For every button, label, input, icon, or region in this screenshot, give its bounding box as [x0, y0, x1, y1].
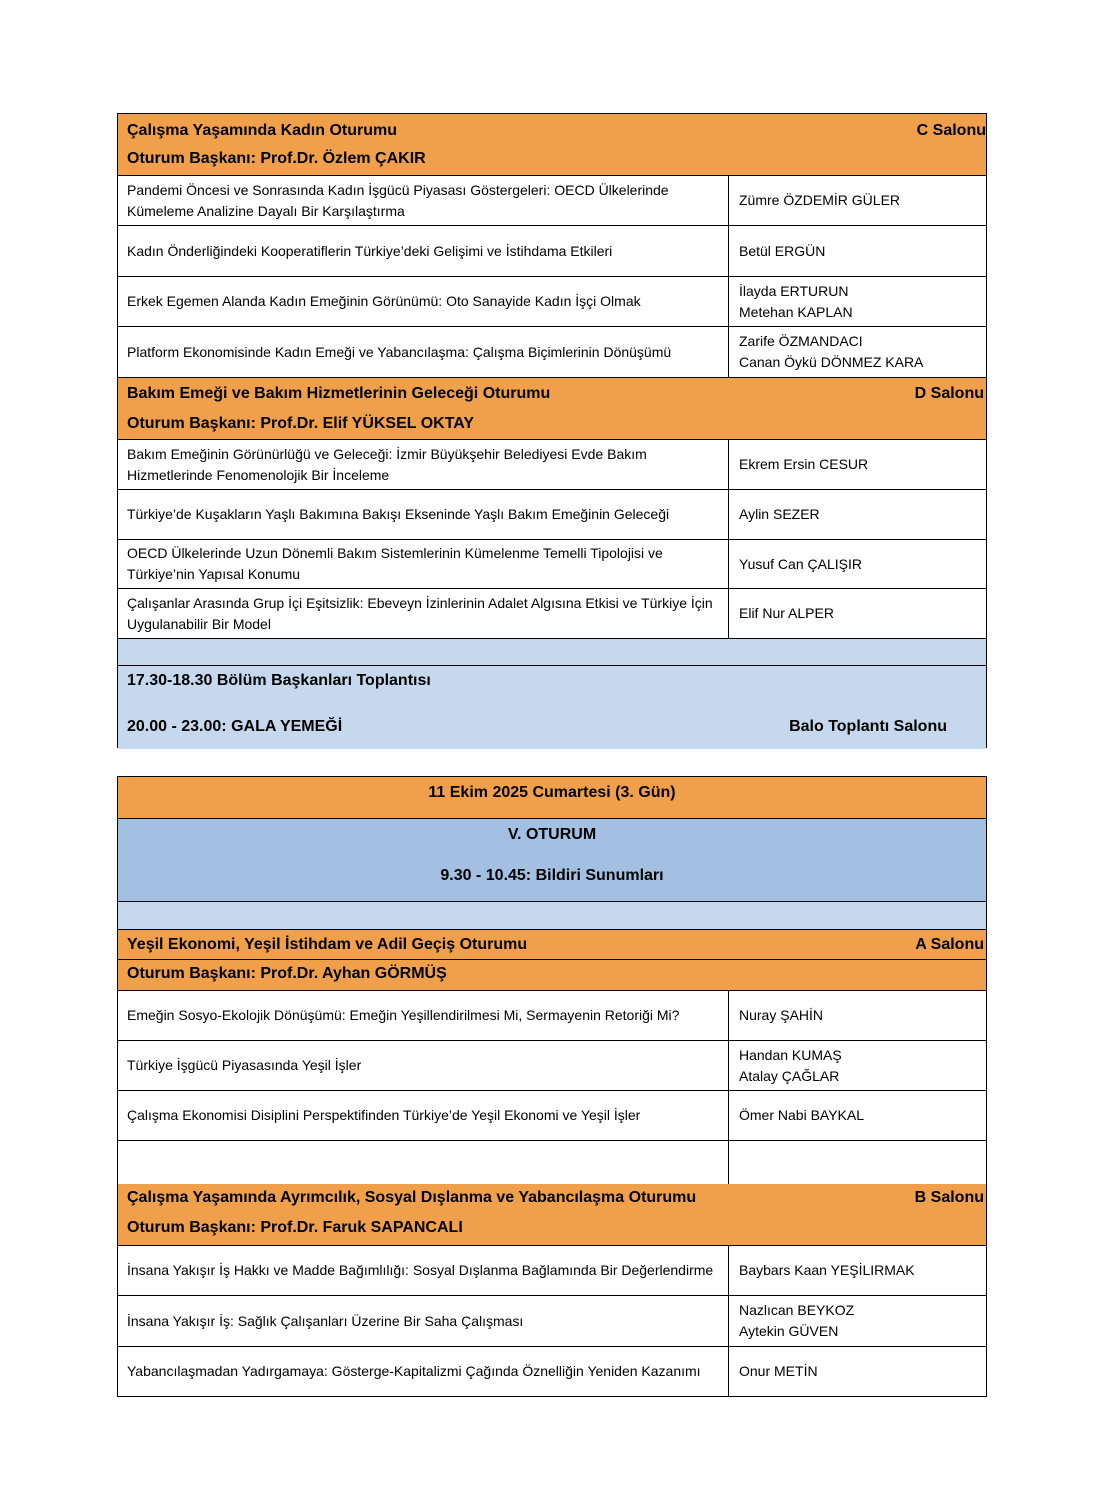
session-chair: Oturum Başkanı: Prof.Dr. Ayhan GÖRMÜŞ: [127, 965, 447, 982]
room-label: C Salonu: [916, 122, 986, 139]
paper-row: [118, 1040, 986, 1090]
session-chair: Oturum Başkanı: Prof.Dr. Faruk SAPANCALI: [127, 1219, 463, 1236]
session-title: Yeşil Ekonomi, Yeşil İstihdam ve Adil Geçiş Oturumu: [127, 936, 528, 953]
paper-row: [118, 175, 986, 225]
paper-row: [118, 990, 986, 1040]
room-label: B Salonu: [914, 1189, 984, 1206]
day3-schedule-table: [117, 776, 987, 1397]
session-a-header: [118, 929, 986, 990]
oturum-label: V. OTURUM: [507, 826, 597, 843]
spacer-row: [118, 638, 986, 665]
paper-title: Yabancılaşmadan Yadırgamaya: Gösterge-Kapitalizmi Çağında Öznelliğin Yeniden Kazanımı: [118, 1347, 729, 1396]
paper-row: [118, 326, 986, 377]
author-name: Atalay ÇAĞLAR: [739, 1067, 840, 1084]
author-name: Zümre ÖZDEMİR GÜLER: [739, 192, 901, 208]
author-name: İlayda ERTURUN: [739, 282, 849, 299]
day2-schedule-table: [117, 113, 987, 748]
oturum-time: 9.30 - 10.45: Bildiri Sunumları: [440, 867, 664, 884]
author-name: Yusuf Can ÇALIŞIR: [739, 555, 862, 572]
paper-authors: [729, 1246, 986, 1295]
empty-row: [118, 1140, 986, 1184]
author-name: Ekrem Ersin CESUR: [739, 456, 869, 472]
paper-title: Bakım Emeğinin Görünürlüğü ve Geleceği: İzmir Büyükşehir Belediyesi Evde Bakım Hizmetlerinde Fenomenolojik Bir İnceleme: [118, 440, 729, 489]
paper-authors: [729, 1041, 986, 1090]
author-name: Onur METİN: [739, 1363, 818, 1379]
paper-authors: [729, 1347, 986, 1396]
oturum-header: [118, 818, 986, 901]
paper-authors: [729, 327, 986, 377]
paper-authors: [729, 1296, 986, 1346]
session-title: Çalışma Yaşamında Kadın Oturumu: [127, 122, 398, 139]
session-title: Bakım Emeği ve Bakım Hizmetlerinin Geleceği Oturumu: [127, 385, 551, 402]
paper-row: [118, 489, 986, 539]
author-name: Canan Öykü DÖNMEZ KARA: [739, 354, 924, 370]
evening-events: [118, 665, 986, 749]
author-name: Nuray ŞAHİN: [739, 1007, 824, 1023]
paper-title: Çalışanlar Arasında Grup İçi Eşitsizlik: Ebeveyn İzinlerinin Adalet Algısına Etkisi ve Türkiye İçin Uygulanabilir Bir Model: [118, 589, 729, 638]
paper-title: Türkiye’de Kuşakların Yaşlı Bakımına Bakışı Ekseninde Yaşlı Bakım Emeğinin Geleceği: [118, 490, 729, 539]
spacer-row: [118, 901, 986, 929]
session-c-header: [118, 114, 986, 175]
paper-title: İnsana Yakışır İş Hakkı ve Madde Bağımlılığı: Sosyal Dışlanma Bağlamında Bir Değerlendirme: [118, 1246, 729, 1295]
paper-authors: [729, 490, 986, 539]
author-name: Betül ERGÜN: [739, 242, 826, 259]
paper-row: [118, 1245, 986, 1295]
author-name: Nazlıcan BEYKOZ: [739, 1302, 855, 1318]
paper-row: [118, 1090, 986, 1140]
session-chair: Oturum Başkanı: Prof.Dr. Elif YÜKSEL OKTAY: [127, 415, 475, 432]
paper-title: Erkek Egemen Alanda Kadın Emeğinin Görünümü: Oto Sanayide Kadın İşçi Olmak: [118, 277, 729, 326]
author-name: Handan KUMAŞ: [739, 1046, 842, 1063]
paper-authors: [729, 440, 986, 489]
paper-title: Kadın Önderliğindeki Kooperatiflerin Türkiye’deki Gelişimi ve İstihdama Etkileri: [118, 226, 729, 276]
meeting-label: 17.30-18.30 Bölüm Başkanları Toplantısı: [127, 672, 431, 689]
gala-room: Balo Toplantı Salonu: [789, 718, 947, 735]
day-header: [118, 777, 986, 818]
paper-title: Türkiye İşgücü Piyasasında Yeşil İşler: [118, 1041, 729, 1090]
gala-label: 20.00 - 23.00: GALA YEMEĞİ: [127, 718, 343, 735]
day-date: 11 Ekim 2025 Cumartesi (3. Gün): [428, 784, 676, 801]
paper-authors: [729, 1091, 986, 1140]
room-label: D Salonu: [914, 385, 984, 402]
paper-authors: [729, 176, 986, 225]
room-label: A Salonu: [915, 936, 984, 953]
paper-row: [118, 1346, 986, 1396]
paper-title: İnsana Yakışır İş: Sağlık Çalışanları Üzerine Bir Saha Çalışması: [118, 1296, 729, 1346]
paper-row: [118, 539, 986, 588]
paper-authors: [729, 589, 986, 638]
paper-authors: [729, 277, 986, 326]
paper-authors: [729, 991, 986, 1040]
author-name: Ömer Nabi BAYKAL: [739, 1107, 865, 1123]
author-name: Elif Nur ALPER: [739, 605, 834, 621]
paper-row: [118, 439, 986, 489]
paper-title: Emeğin Sosyo-Ekolojik Dönüşümü: Emeğin Yeşillendirilmesi Mi, Sermayenin Retoriği Mi?: [118, 991, 729, 1040]
session-title: Çalışma Yaşamında Ayrımcılık, Sosyal Dışlanma ve Yabancılaşma Oturumu: [127, 1189, 697, 1206]
paper-row: [118, 1295, 986, 1346]
paper-title: Çalışma Ekonomisi Disiplini Perspektifinden Türkiye’de Yeşil Ekonomi ve Yeşil İşler: [118, 1091, 729, 1140]
paper-title: OECD Ülkelerinde Uzun Dönemli Bakım Sistemlerinin Kümelenme Temelli Tipolojisi ve Türkiye’nin Yapısal Konumu: [118, 540, 729, 588]
author-name: Baybars Kaan YEŞİLIRMAK: [739, 1262, 915, 1278]
paper-title: Pandemi Öncesi ve Sonrasında Kadın İşgücü Piyasası Göstergeleri: OECD Ülkelerinde Kümeleme Analizine Dayalı Bir Karşılaştırma: [118, 176, 729, 225]
paper-title: Platform Ekonomisinde Kadın Emeği ve Yabancılaşma: Çalışma Biçimlerinin Dönüşümü: [118, 327, 729, 377]
session-d-header: [118, 377, 986, 439]
paper-row: [118, 588, 986, 638]
session-b-header: [118, 1184, 986, 1245]
paper-row: [118, 225, 986, 276]
author-name: Zarife ÖZMANDACI: [739, 333, 863, 349]
paper-authors: [729, 540, 986, 588]
author-name: Aytekin GÜVEN: [739, 1323, 839, 1339]
author-name: Metehan KAPLAN: [739, 303, 853, 320]
paper-authors: [729, 226, 986, 276]
paper-row: [118, 276, 986, 326]
session-chair: Oturum Başkanı: Prof.Dr. Özlem ÇAKIR: [127, 150, 426, 167]
author-name: Aylin SEZER: [739, 506, 820, 522]
